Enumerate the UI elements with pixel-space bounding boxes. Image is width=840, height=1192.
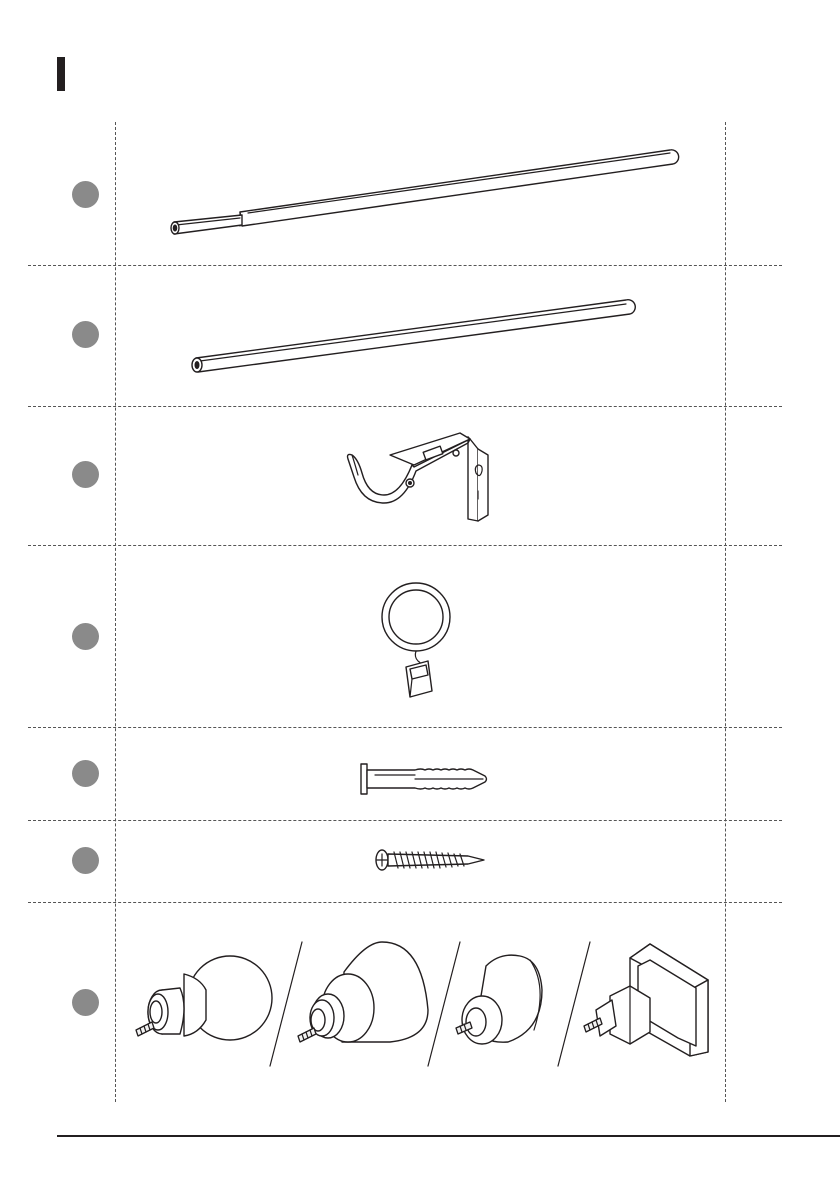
row-bullet bbox=[72, 321, 99, 348]
screw-icon bbox=[372, 846, 492, 876]
cone-finial bbox=[298, 942, 428, 1042]
grid-vline-left bbox=[115, 122, 116, 1102]
grid-hline bbox=[28, 545, 782, 546]
grid-hline bbox=[28, 820, 782, 821]
row-bullet bbox=[72, 623, 99, 650]
grid-vline-right bbox=[725, 122, 726, 1102]
cylinder-finial bbox=[456, 955, 542, 1044]
rod-icon bbox=[186, 290, 646, 385]
row-bullet bbox=[72, 847, 99, 874]
footer-rule bbox=[57, 1135, 840, 1137]
row-bullet bbox=[72, 181, 99, 208]
finials-icon bbox=[130, 930, 720, 1075]
grid-hline bbox=[28, 406, 782, 407]
grid-hline bbox=[28, 902, 782, 903]
row-bullet bbox=[72, 989, 99, 1016]
row-bullet bbox=[72, 760, 99, 787]
row-bullet bbox=[72, 461, 99, 488]
square-finial bbox=[584, 944, 708, 1056]
grid-hline bbox=[28, 265, 782, 266]
round-finial bbox=[136, 956, 272, 1040]
bracket-icon bbox=[328, 425, 498, 525]
ring-clip-icon bbox=[378, 575, 458, 710]
wall-anchor-icon bbox=[355, 762, 495, 798]
extension-rod-icon bbox=[160, 140, 690, 250]
grid-hline bbox=[28, 727, 782, 728]
section-heading-bar bbox=[57, 57, 65, 91]
